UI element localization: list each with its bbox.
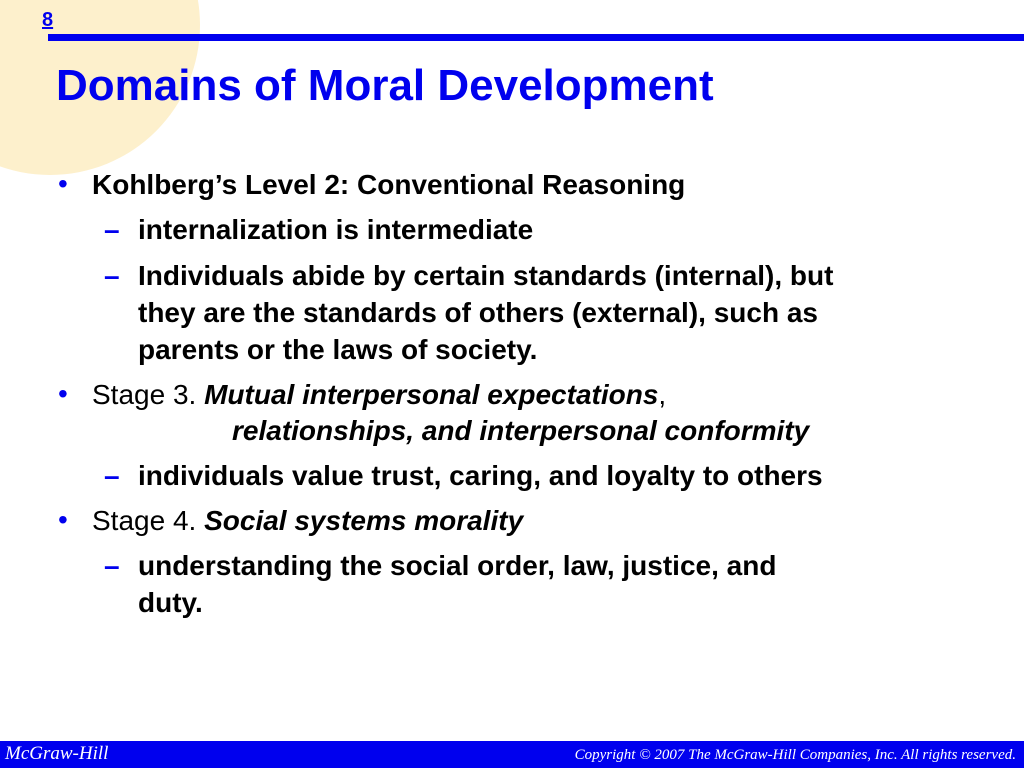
bullet-dot: •	[58, 378, 68, 409]
bullet-3-prefix: Stage 4.	[92, 505, 205, 536]
dash-marker: –	[104, 460, 120, 491]
bullet-3-sub-1-line-2: duty.	[138, 587, 203, 618]
bullet-3-sub-1-line-1: understanding the social order, law, justice, and	[138, 550, 777, 581]
dash-marker: –	[104, 214, 120, 245]
publisher-name: McGraw-Hill	[5, 743, 109, 764]
bullet-2-text	[92, 377, 666, 413]
dash-marker: –	[104, 550, 120, 581]
bullet-1-sub-2-line-3: parents or the laws of society.	[138, 334, 538, 365]
bullet-3-text	[92, 503, 523, 539]
bullet-3-italic: Social systems morality	[204, 505, 524, 536]
bullet-1-sub-2-line-2: they are the standards of others (external), such as	[138, 297, 818, 328]
bullet-2-italic-line-1: Mutual interpersonal expectations	[204, 379, 659, 410]
bullet-1-sub-1: internalization is intermediate	[138, 214, 534, 245]
footer-bar	[0, 741, 1024, 768]
bullet-2-italic-line-2: relationships, and interpersonal conformity	[232, 415, 810, 446]
bullet-dot: •	[58, 504, 68, 535]
bullet-2-sub-1: individuals value trust, caring, and loyalty to others	[138, 460, 823, 491]
bullet-2-comma: ,	[658, 379, 667, 410]
slide-title: Domains of Moral Development	[56, 61, 714, 110]
dash-marker: –	[104, 260, 120, 291]
slide-number: 8	[42, 9, 54, 31]
bullet-dot: •	[58, 168, 68, 199]
bullet-1-text: Kohlberg’s Level 2: Conventional Reasoning	[92, 169, 686, 200]
copyright-notice: Copyright © 2007 The McGraw-Hill Companies, Inc. All rights reserved.	[574, 747, 1016, 763]
bullet-1-sub-2-line-1: Individuals abide by certain standards (internal), but	[138, 260, 834, 291]
bullet-2-prefix: Stage 3.	[92, 379, 205, 410]
